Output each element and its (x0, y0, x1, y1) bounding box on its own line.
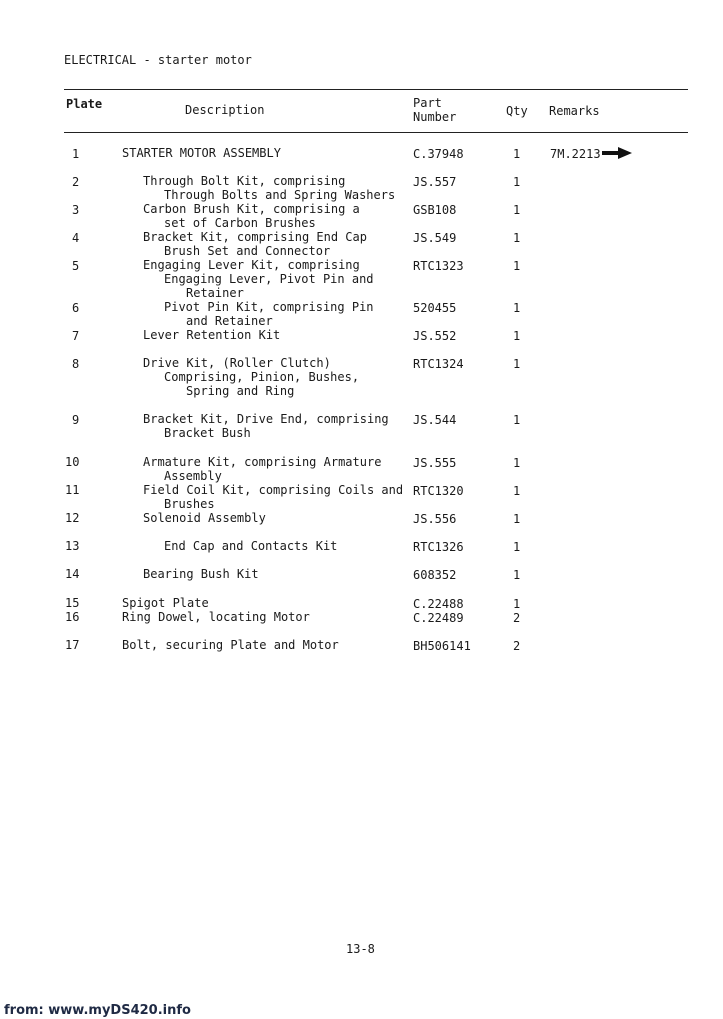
row-11-plate: 11 (65, 483, 80, 497)
column-header-remarks: Remarks (549, 104, 600, 118)
row-3-part-number: GSB108 (413, 203, 457, 217)
row-1-desc-line1: STARTER MOTOR ASSEMBLY (122, 146, 281, 160)
row-8-plate: 8 (72, 357, 80, 371)
row-7-part-number: JS.552 (413, 329, 457, 343)
row-17-part-number: BH506141 (413, 639, 471, 653)
row-5-desc-line3: Retainer (186, 286, 244, 300)
row-6-desc-line2: and Retainer (186, 314, 273, 328)
row-16-qty: 2 (513, 611, 521, 625)
row-17-desc-line1: Bolt, securing Plate and Motor (122, 638, 339, 652)
row-5-desc-line2: Engaging Lever, Pivot Pin and (164, 272, 374, 286)
row-4-qty: 1 (513, 231, 521, 245)
row-8-desc-line2: Comprising, Pinion, Bushes, (164, 370, 360, 384)
row-16-part-number: C.22489 (413, 611, 464, 625)
row-4-desc-line1: Bracket Kit, comprising End Cap (143, 230, 367, 244)
row-14-part-number: 608352 (413, 568, 457, 582)
row-16-plate: 16 (65, 610, 80, 624)
row-8-part-number: RTC1324 (413, 357, 464, 371)
row-2-plate: 2 (72, 175, 80, 189)
row-3-desc-line2: set of Carbon Brushes (164, 216, 316, 230)
row-2-desc-line1: Through Bolt Kit, comprising (143, 174, 346, 188)
row-7-qty: 1 (513, 329, 521, 343)
row-11-desc-line2: Brushes (164, 497, 215, 511)
row-4-plate: 4 (72, 231, 80, 245)
row-14-qty: 1 (513, 568, 521, 582)
row-8-desc-line1: Drive Kit, (Roller Clutch) (143, 356, 331, 370)
column-header-plate: Plate (66, 97, 103, 111)
row-5-plate: 5 (72, 259, 80, 273)
row-15-qty: 1 (513, 597, 521, 611)
row-5-desc-line1: Engaging Lever Kit, comprising (143, 258, 360, 272)
header-bottom-rule (64, 132, 688, 133)
row-10-desc-line1: Armature Kit, comprising Armature (143, 455, 382, 469)
row-15-part-number: C.22488 (413, 597, 464, 611)
row-6-desc-line1: Pivot Pin Kit, comprising Pin (164, 300, 374, 314)
row-12-part-number: JS.556 (413, 512, 457, 526)
row-13-part-number: RTC1326 (413, 540, 464, 554)
row-9-part-number: JS.544 (413, 413, 457, 427)
row-13-desc-line1: End Cap and Contacts Kit (164, 539, 338, 553)
row-2-desc-line2: Through Bolts and Spring Washers (164, 188, 396, 202)
row-1-part-number: C.37948 (413, 147, 464, 161)
row-6-part-number: 520455 (413, 301, 457, 315)
row-8-desc-line3: Spring and Ring (186, 384, 295, 398)
row-7-desc-line1: Lever Retention Kit (143, 328, 281, 342)
row-16-desc-line1: Ring Dowel, locating Motor (122, 610, 310, 624)
row-13-qty: 1 (513, 540, 521, 554)
right-arrow-icon (602, 147, 632, 159)
row-17-qty: 2 (513, 639, 521, 653)
row-8-qty: 1 (513, 357, 521, 371)
row-2-qty: 1 (513, 175, 521, 189)
row-11-desc-line1: Field Coil Kit, comprising Coils and (143, 483, 404, 497)
row-12-desc-line1: Solenoid Assembly (143, 511, 266, 525)
section-title: ELECTRICAL - starter motor (64, 53, 252, 67)
row-13-plate: 13 (65, 539, 80, 553)
row-3-qty: 1 (513, 203, 521, 217)
row-12-plate: 12 (65, 511, 80, 525)
column-header-part-line2: Number (413, 110, 457, 124)
row-7-plate: 7 (72, 329, 80, 343)
row-15-desc-line1: Spigot Plate (122, 596, 209, 610)
row-1-remarks: 7M.2213 (550, 147, 601, 161)
page-number: 13-8 (346, 942, 375, 956)
row-15-plate: 15 (65, 596, 80, 610)
row-14-plate: 14 (65, 567, 80, 581)
row-17-plate: 17 (65, 638, 80, 652)
row-3-desc-line1: Carbon Brush Kit, comprising a (143, 202, 360, 216)
row-5-part-number: RTC1323 (413, 259, 464, 273)
row-4-desc-line2: Brush Set and Connector (164, 244, 331, 258)
row-4-part-number: JS.549 (413, 231, 457, 245)
row-10-plate: 10 (65, 455, 80, 469)
column-header-part-line1: Part (413, 96, 442, 110)
row-2-part-number: JS.557 (413, 175, 457, 189)
row-6-qty: 1 (513, 301, 521, 315)
row-10-qty: 1 (513, 456, 521, 470)
row-1-plate: 1 (72, 147, 80, 161)
row-1-qty: 1 (513, 147, 521, 161)
row-10-desc-line2: Assembly (164, 469, 222, 483)
source-footer: from: www.myDS420.info (4, 1003, 191, 1018)
row-9-plate: 9 (72, 413, 80, 427)
header-top-rule (64, 89, 688, 90)
row-3-plate: 3 (72, 203, 80, 217)
row-12-qty: 1 (513, 512, 521, 526)
row-9-desc-line2: Bracket Bush (164, 426, 251, 440)
column-header-qty: Qty (506, 104, 528, 118)
row-9-qty: 1 (513, 413, 521, 427)
row-14-desc-line1: Bearing Bush Kit (143, 567, 259, 581)
row-9-desc-line1: Bracket Kit, Drive End, comprising (143, 412, 389, 426)
row-6-plate: 6 (72, 301, 80, 315)
row-11-qty: 1 (513, 484, 521, 498)
row-11-part-number: RTC1320 (413, 484, 464, 498)
column-header-description: Description (185, 103, 265, 117)
row-5-qty: 1 (513, 259, 521, 273)
row-10-part-number: JS.555 (413, 456, 457, 470)
